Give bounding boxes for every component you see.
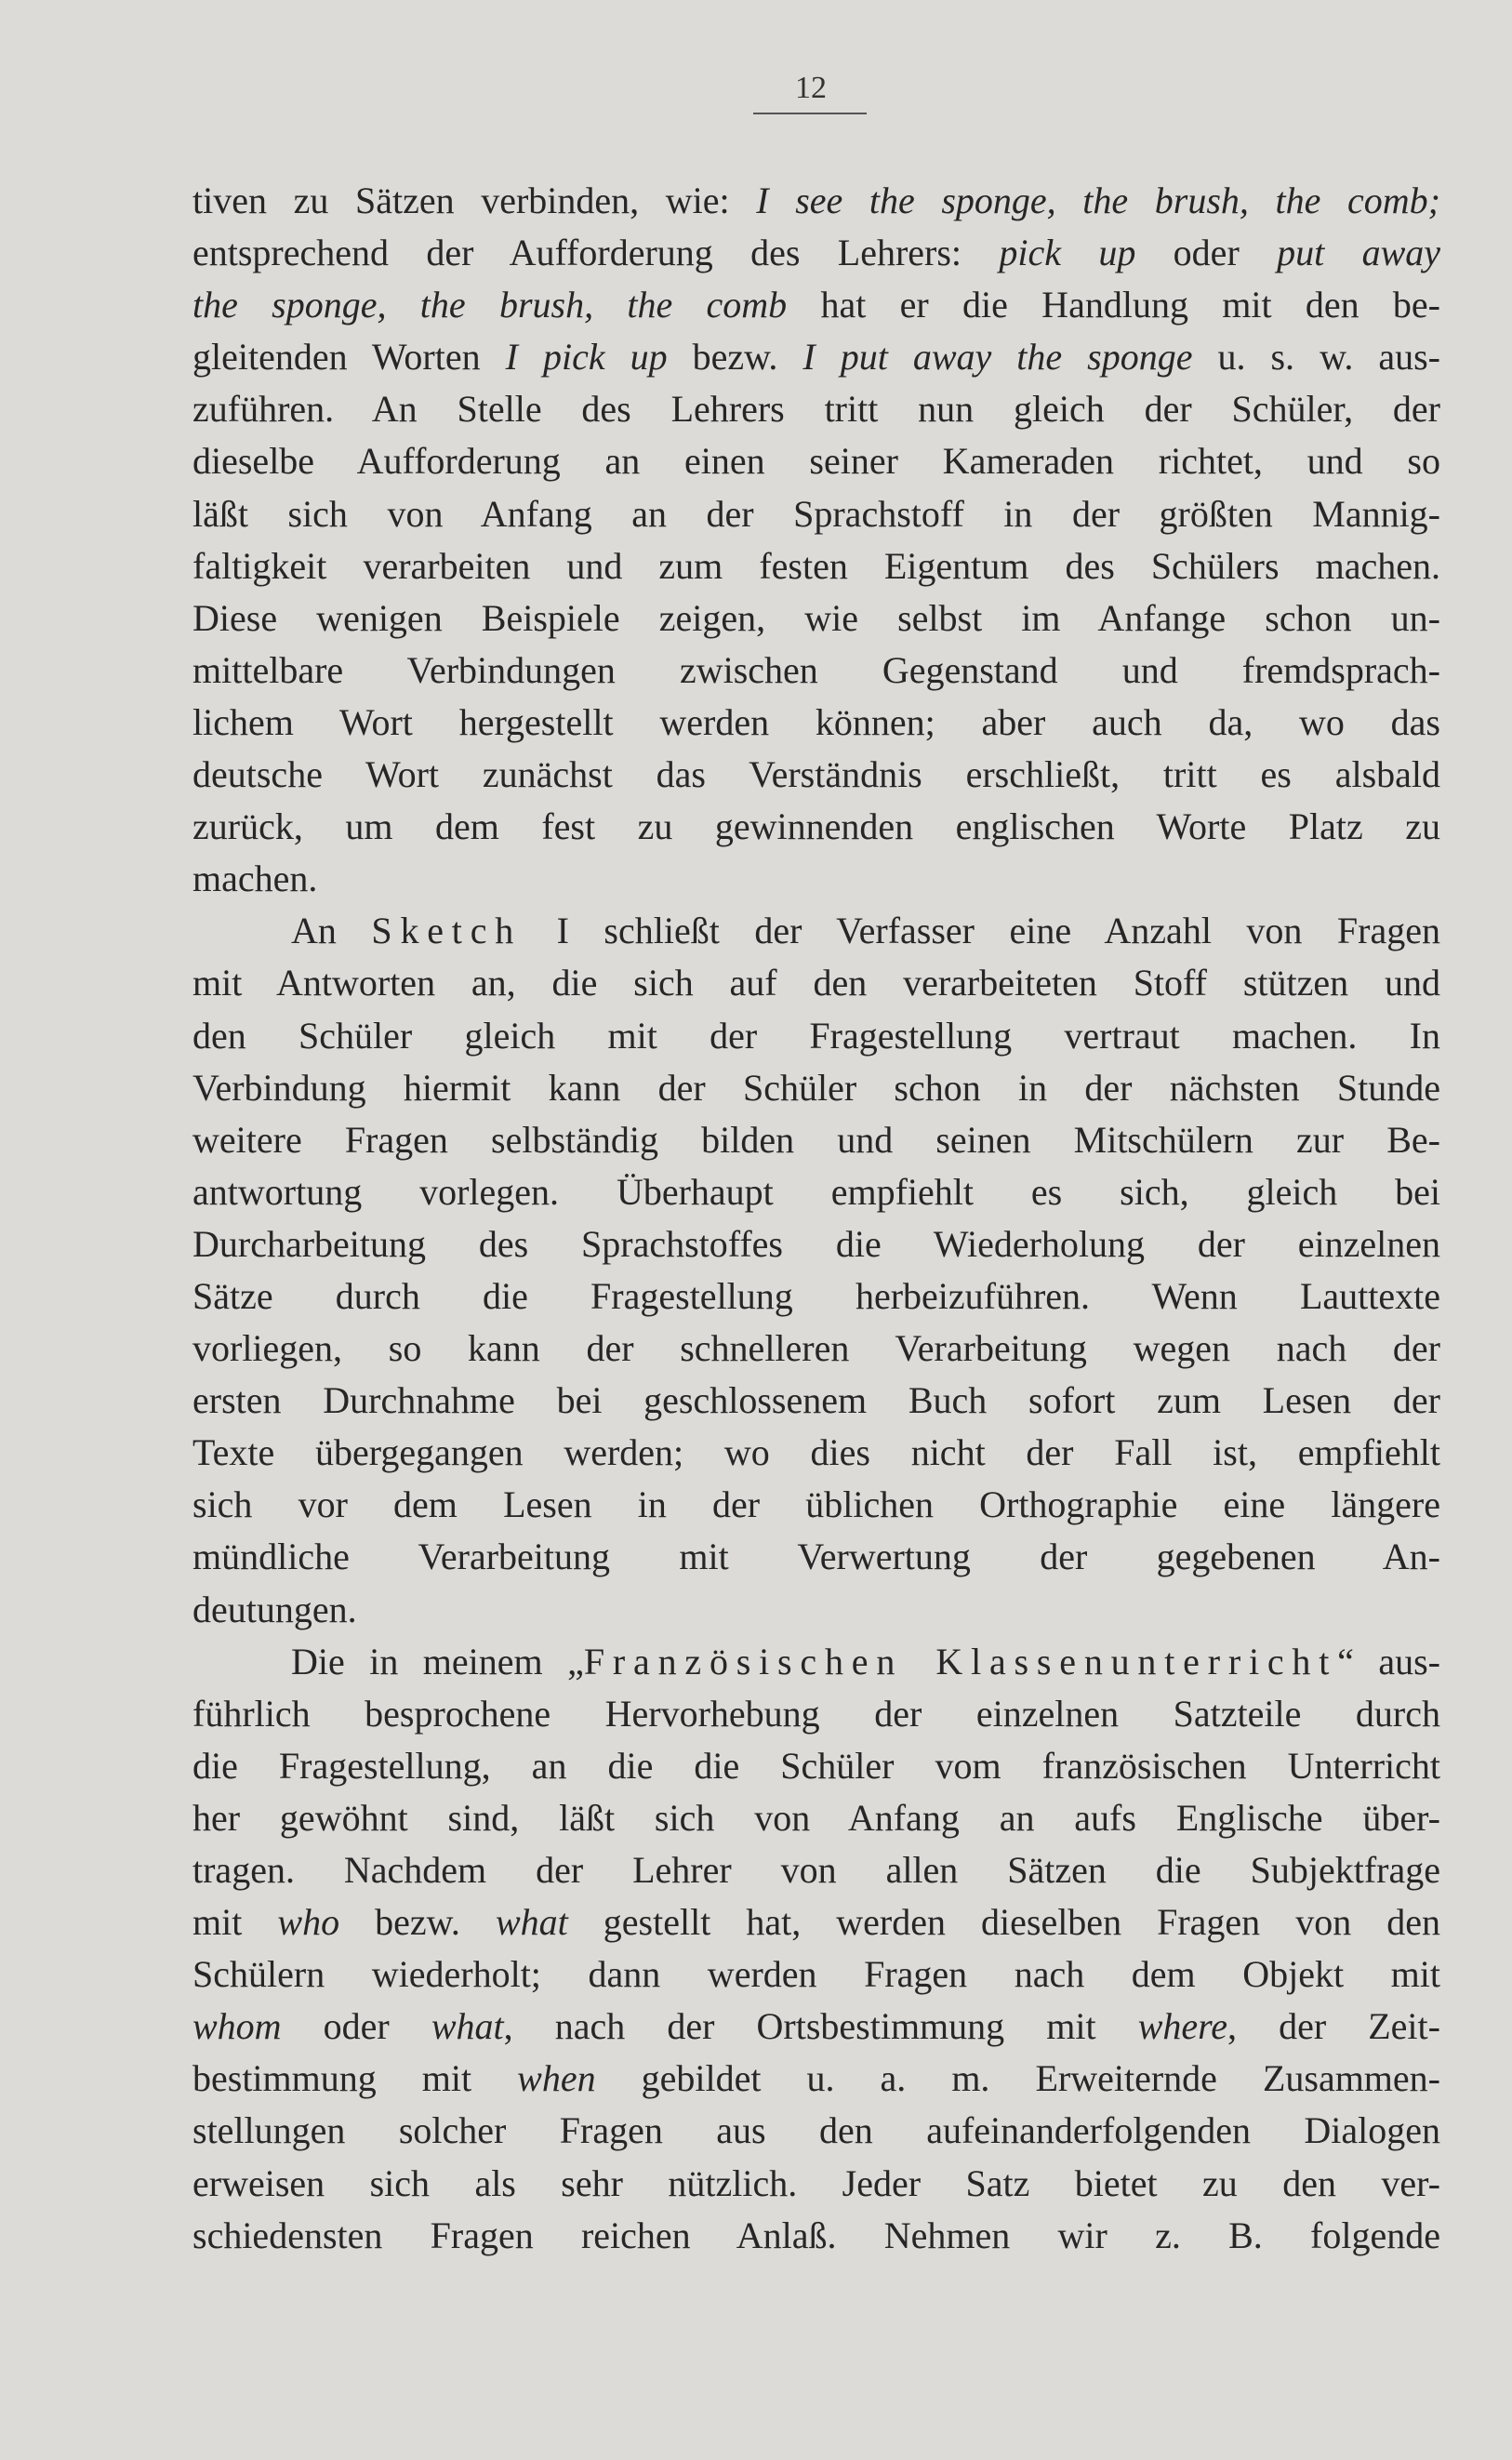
text-line <box>192 1531 1440 1583</box>
text-line <box>192 1427 1440 1479</box>
text-segment: oder <box>1135 232 1278 274</box>
text-segment: Diese wenigen Beispiele zeigen, wie selbst im Anfange schon un- <box>192 596 1440 639</box>
text-segment: Durcharbeitung des Sprachstoffes die Wiederholung der einzelnen <box>192 1222 1440 1265</box>
text-segment: sich vor dem Lesen in der üblichen Orthographie eine längere <box>192 1483 1440 1526</box>
text-line <box>192 488 1440 540</box>
text-line <box>192 1740 1440 1792</box>
text-line <box>192 2105 1440 2157</box>
text-line <box>192 2210 1440 2262</box>
text-line <box>192 1166 1440 1218</box>
text-line <box>192 1636 1440 1688</box>
text-line <box>192 1218 1440 1270</box>
text-segment: erweisen sich als sehr nützlich. Jeder Satz bietet zu den ver- <box>192 2161 1440 2204</box>
italic-text: when <box>517 2057 596 2100</box>
spaced-emphasis-text: Französischen Klassenunterricht <box>583 1640 1338 1682</box>
text-segment: machen. <box>192 858 318 900</box>
text-segment: bezw. <box>667 336 803 379</box>
italic-text: the sponge, the brush, the comb <box>192 284 788 326</box>
text-line <box>192 2158 1440 2210</box>
text-line <box>192 1584 1440 1636</box>
text-segment: Schülern wiederholt; dann werden Fragen nach dem Objekt mit <box>192 1953 1440 1996</box>
text-segment: dieselbe Aufforderung an einen seiner Kameraden richtet, und so <box>192 440 1440 483</box>
text-line <box>192 905 1440 957</box>
text-line <box>192 331 1440 383</box>
text-line <box>192 2001 1440 2053</box>
text-segment: Sätze durch die Fragestellung herbeizuführen. Wenn Lauttexte <box>192 1274 1440 1317</box>
text-segment: mittelbare Verbindungen zwischen Gegenstand und fremdsprach- <box>192 648 1440 691</box>
text-segment: tragen. Nachdem der Lehrer von allen Sätzen die Subjektfrage <box>192 1849 1440 1891</box>
text-segment: bezw. <box>339 1901 496 1944</box>
italic-text: put away <box>1277 232 1440 274</box>
italic-text: I put away the sponge <box>802 336 1193 379</box>
italic-text: what <box>431 2005 504 2048</box>
text-line <box>192 957 1440 1009</box>
text-line <box>192 1688 1440 1740</box>
text-line <box>192 1323 1440 1375</box>
page-number: 12 <box>795 71 827 105</box>
text-line <box>192 697 1440 749</box>
italic-text: where <box>1137 2005 1227 2048</box>
italic-text: pick up <box>999 232 1136 274</box>
italic-text: whom <box>192 2005 282 2048</box>
text-segment: mit <box>192 1901 278 1944</box>
text-segment: , nach der Ortsbestimmung mit <box>503 2005 1138 2048</box>
text-segment: ersten Durchnahme bei geschlossenem Buch sofort zum Lesen der <box>192 1379 1440 1422</box>
text-line <box>192 540 1440 592</box>
text-segment: mündliche Verarbeitung mit Verwertung der gegebenen An- <box>192 1536 1440 1578</box>
text-segment: weitere Fragen selbständig bilden und seinen Mitschülern zur Be- <box>192 1118 1440 1161</box>
text-line <box>192 227 1440 279</box>
text-segment: deutungen. <box>192 1588 357 1630</box>
page-number-rule <box>753 113 867 114</box>
text-line <box>192 1010 1440 1062</box>
text-segment: Verbindung hiermit kann der Schüler schon in der nächsten Stunde <box>192 1066 1440 1109</box>
text-segment: vorliegen, so kann der schnelleren Verarbeitung wegen nach der <box>192 1327 1440 1370</box>
text-segment: oder <box>281 2005 431 2048</box>
text-segment: Texte übergegangen werden; wo dies nicht der Fall ist, empfiehlt <box>192 1431 1440 1474</box>
text-segment: bestimmung mit <box>192 2057 518 2100</box>
text-segment: entsprechend der Aufforderung des Lehrers: <box>192 232 1000 274</box>
spaced-emphasis-text: Sketch <box>371 910 523 952</box>
text-segment: I schließt der Verfasser eine Anzahl von Fragen <box>522 910 1441 952</box>
text-line <box>192 645 1440 697</box>
text-line <box>192 1062 1440 1114</box>
text-line <box>192 2053 1440 2105</box>
text-line <box>192 1896 1440 1948</box>
text-line <box>192 1479 1440 1531</box>
text-segment: “ aus- <box>1337 1640 1440 1682</box>
text-segment: her gewöhnt sind, läßt sich von Anfang an aufs Englische über- <box>192 1796 1440 1839</box>
text-line <box>192 801 1440 853</box>
text-segment: führlich besprochene Hervorhebung der einzelnen Satzteile durch <box>192 1692 1440 1735</box>
text-segment: den Schüler gleich mit der Fragestellung vertraut machen. In <box>192 1014 1440 1057</box>
text-segment: tiven zu Sätzen verbinden, wie: <box>192 180 757 221</box>
text-line <box>192 383 1440 435</box>
italic-text: I pick up <box>505 336 668 379</box>
text-line <box>192 279 1440 331</box>
italic-text: what <box>495 1901 568 1944</box>
text-segment: antwortung vorlegen. Überhaupt empfiehlt es sich, gleich bei <box>192 1170 1440 1213</box>
text-segment: lichem Wort hergestellt werden können; aber auch da, wo das <box>192 700 1440 743</box>
text-segment: läßt sich von Anfang an der Sprachstoff in der größten Mannig- <box>192 492 1440 535</box>
text-line <box>192 1114 1440 1166</box>
text-line <box>192 175 1440 227</box>
text-segment: hat er die Handlung mit den be- <box>787 284 1440 326</box>
body-text <box>192 175 1440 2262</box>
text-line <box>192 1270 1440 1323</box>
text-segment: gleitenden Worten <box>192 336 506 379</box>
text-segment: gestellt hat, werden dieselben Fragen von den <box>567 1901 1441 1944</box>
text-segment: , der Zeit- <box>1227 2005 1440 2048</box>
text-segment: zuführen. An Stelle des Lehrers tritt nun gleich der Schüler, der <box>192 388 1440 431</box>
text-segment: stellungen solcher Fragen aus den aufeinanderfolgenden Dialogen <box>192 2109 1440 2152</box>
text-segment: mit Antworten an, die sich auf den verarbeiteten Stoff stützen und <box>192 962 1440 1004</box>
text-segment: An <box>291 910 372 952</box>
text-segment: deutsche Wort zunächst das Verständnis erschließt, tritt es alsbald <box>192 753 1440 796</box>
text-segment: schiedensten Fragen reichen Anlaß. Nehmen wir z. B. folgende <box>192 2214 1440 2256</box>
text-segment: faltigkeit verarbeiten und zum festen Eigentum des Schülers machen. <box>192 544 1440 587</box>
text-line <box>192 853 1440 905</box>
text-line <box>192 1844 1440 1896</box>
text-segment: Die in meinem „ <box>291 1640 584 1682</box>
text-line <box>192 435 1440 487</box>
text-segment: zurück, um dem fest zu gewinnenden englischen Worte Platz zu <box>192 805 1440 848</box>
text-segment: gebildet u. a. m. Erweiternde Zusammen- <box>595 2057 1440 2100</box>
text-line <box>192 1792 1440 1844</box>
text-segment: die Fragestellung, an die die Schüler vom französischen Unterricht <box>192 1744 1440 1787</box>
italic-text: who <box>277 1901 340 1944</box>
text-segment: u. s. w. aus- <box>1192 336 1440 379</box>
italic-text: I see the sponge, the brush, the comb; <box>756 180 1440 221</box>
text-line <box>192 1948 1440 2001</box>
text-line <box>192 749 1440 801</box>
text-line <box>192 1375 1440 1427</box>
text-line <box>192 592 1440 645</box>
